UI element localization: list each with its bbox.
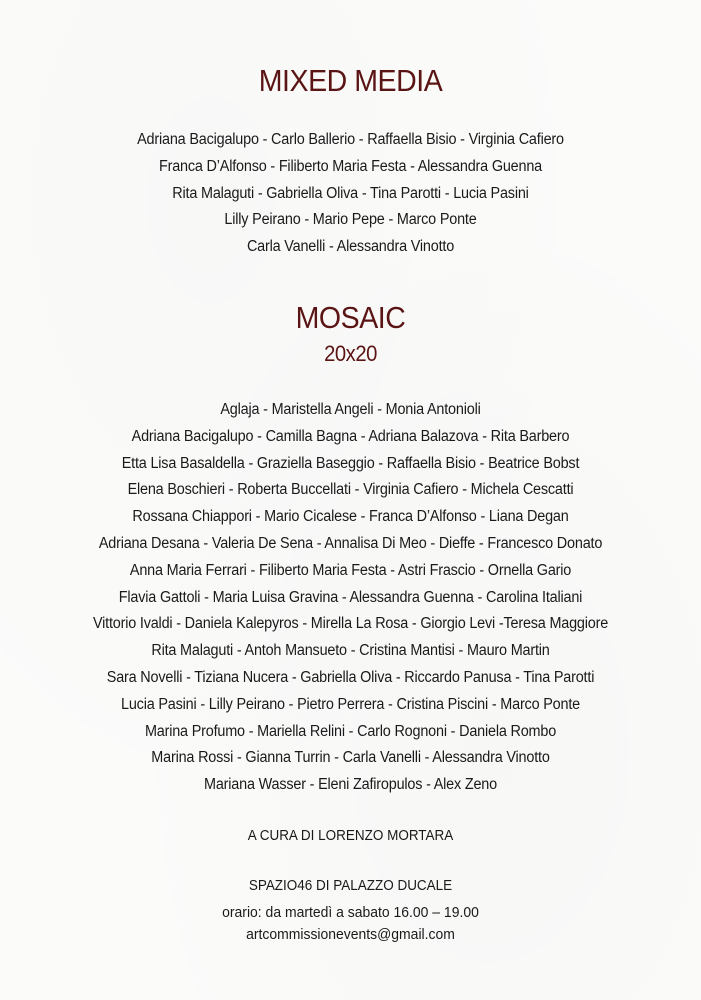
artist-line: Carla Vanelli - Alessandra Vinotto: [246, 238, 455, 256]
artist-line: Franca D’Alfonso - Filiberto Maria Festa - Alessandra Guenna: [158, 157, 543, 175]
artist-line: Anna Maria Ferrari - Filiberto Maria Festa - Astri Frascio - Ornella Gario: [129, 561, 572, 579]
artist-line: Rossana Chiappori - Mario Cicalese - Franca D’Alfonso - Liana Degan: [132, 508, 569, 526]
artist-line: Marina Rossi - Gianna Turrin - Carla Vanelli - Alessandra Vinotto: [151, 749, 550, 767]
artist-line: Adriana Bacigalupo - Carlo Ballerio - Raffaella Bisio - Virginia Cafiero: [137, 131, 564, 148]
artist-line: Marina Profumo - Mariella Relini - Carlo Rognoni - Daniela Rombo: [144, 722, 557, 740]
artist-line: Vittorio Ivaldi - Daniela Kalepyros - Mirella La Rosa - Giorgio Levi -Teresa Maggiore: [92, 615, 609, 633]
artist-line: Etta Lisa Basaldella - Graziella Baseggio - Raffaella Bisio - Beatrice Bobst: [121, 454, 580, 472]
mosaic-artist-list: [0, 397, 701, 799]
artist-line: Flavia Gattoli - Maria Luisa Gravina - Alessandra Guenna - Carolina Italiani: [118, 588, 583, 606]
curator-credit: A CURA DI LORENZO MORTARA: [247, 828, 454, 844]
artist-line: Lucia Pasini - Lilly Peirano - Pietro Perrera - Cristina Piscini - Marco Ponte: [121, 695, 580, 713]
mixed-media-heading: MIXED MEDIA: [258, 63, 443, 98]
venue-name: SPAZIO46 DI PALAZZO DUCALE: [248, 878, 453, 894]
artist-line: Lilly Peirano - Mario Pepe - Marco Ponte: [224, 211, 477, 229]
artist-line: Aglaja - Maristella Angeli - Monia Antonioli: [220, 401, 481, 418]
mosaic-heading: MOSAIC: [295, 300, 406, 335]
artist-line: Adriana Desana - Valeria De Sena - Annalisa Di Meo - Dieffe - Francesco Donato: [98, 534, 603, 552]
artist-line: Rita Malaguti - Gabriella Oliva - Tina Parotti - Lucia Pasini: [172, 184, 529, 202]
artist-line: Elena Boschieri - Roberta Buccellati - Virginia Cafiero - Michela Cescatti: [127, 481, 574, 499]
artist-line: Rita Malaguti - Antoh Mansueto - Cristina Mantisi - Mauro Martin: [151, 642, 550, 660]
artist-line: Adriana Bacigalupo - Camilla Bagna - Adriana Balazova - Rita Barbero: [131, 427, 570, 445]
mixed-media-artist-list: [0, 127, 701, 261]
mosaic-size-subheading: 20x20: [324, 341, 377, 366]
artist-line: Sara Novelli - Tiziana Nucera - Gabriella Oliva - Riccardo Panusa - Tina Parotti: [106, 668, 595, 686]
artist-line: Mariana Wasser - Eleni Zafiropulos - Alex Zeno: [204, 776, 497, 794]
opening-hours: orario: da martedì a sabato 16.00 – 19.00: [222, 904, 479, 921]
contact-email: artcommissionevents@gmail.com: [246, 926, 455, 943]
